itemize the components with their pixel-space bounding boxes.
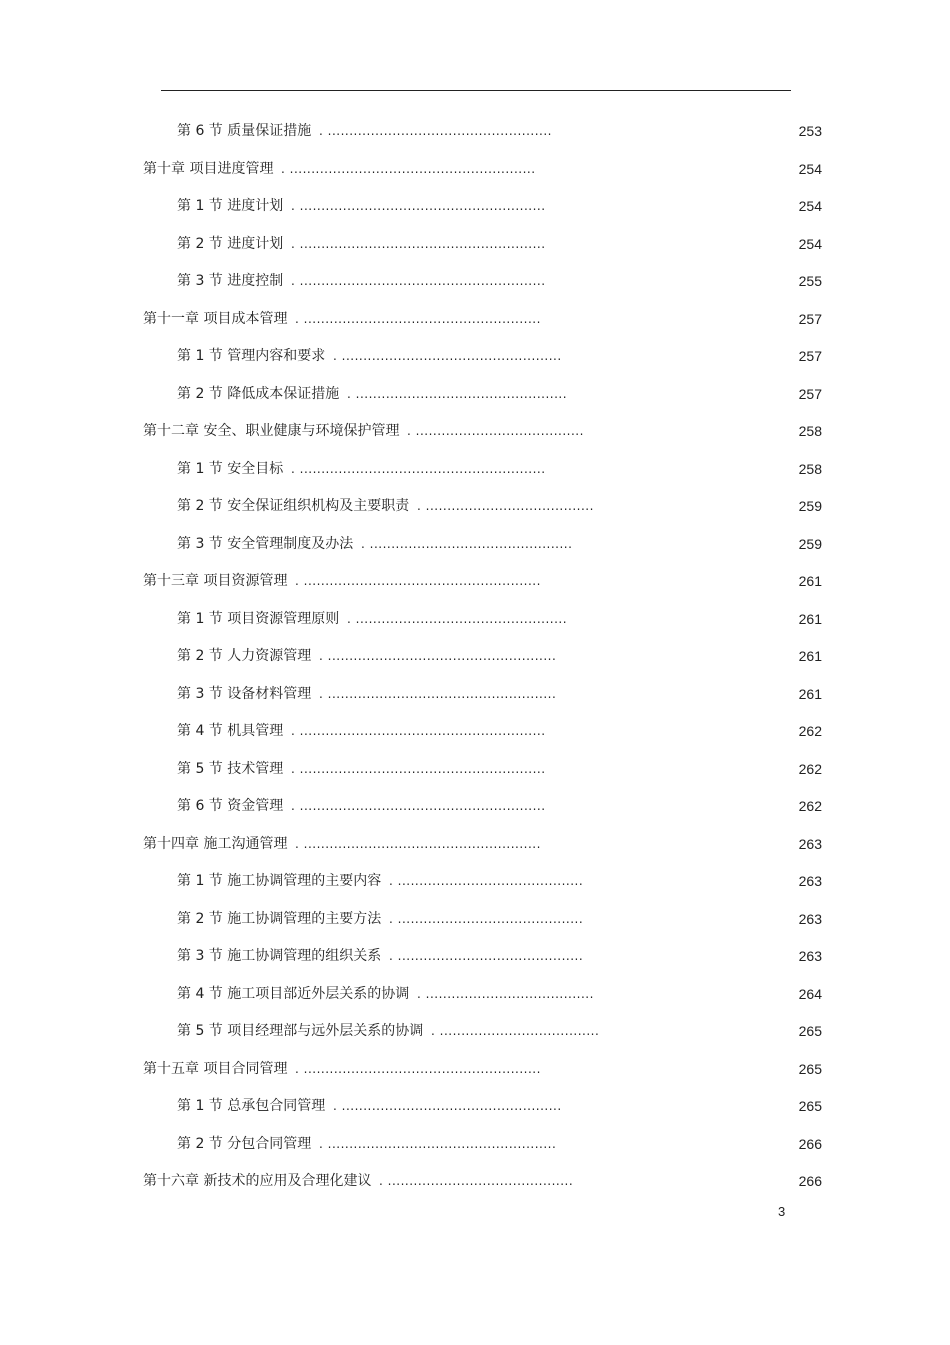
toc-entry-title: 第 4 节 机具管理 bbox=[177, 723, 284, 739]
toc-entry-title: 第 1 节 施工协调管理的主要内容 bbox=[177, 873, 382, 889]
toc-entry-page: 263 bbox=[798, 948, 822, 964]
toc-leader-dots: . ..................................... bbox=[431, 1024, 600, 1038]
toc-entry-chapter bbox=[0, 1163, 950, 1201]
toc-leader-dots: . ......................................................... bbox=[281, 161, 536, 176]
toc-leader-dots: . ....................................... bbox=[417, 499, 594, 513]
toc-leader-dots: . ....................................... bbox=[407, 424, 584, 438]
toc-entry-page: 266 bbox=[798, 1135, 822, 1152]
toc-entry-section bbox=[0, 713, 950, 751]
toc-leader-dots: . ......................................................... bbox=[291, 236, 546, 251]
toc-entry-title: 第 6 节 质量保证措施 bbox=[177, 123, 312, 139]
toc-entry-section bbox=[0, 488, 950, 526]
toc-leader-dots: . ......................................................... bbox=[291, 799, 546, 813]
toc-entry-title: 第 3 节 进度控制 bbox=[177, 273, 284, 289]
toc-leader-dots: . ................................................... bbox=[333, 349, 562, 363]
toc-entry-section bbox=[0, 263, 950, 301]
toc-entry-section bbox=[0, 901, 950, 939]
toc-entry-page: 258 bbox=[798, 460, 822, 477]
toc-entry-title: 第 2 节 进度计划 bbox=[177, 235, 284, 252]
toc-entry-section bbox=[0, 788, 950, 826]
toc-entry-title: 第 5 节 技术管理 bbox=[177, 760, 284, 777]
toc-leader-dots: . ....................................................... bbox=[295, 836, 541, 851]
toc-entry-page: 253 bbox=[798, 123, 822, 139]
toc-entry-chapter bbox=[0, 1051, 950, 1089]
toc-entry-page: 261 bbox=[798, 573, 822, 589]
toc-entry-title: 第十五章 项目合同管理 bbox=[143, 1060, 288, 1077]
toc-entry-chapter bbox=[0, 826, 950, 864]
toc-leader-dots: . ......................................................... bbox=[291, 761, 546, 776]
toc-entry-section bbox=[0, 1126, 950, 1164]
toc-entry-page: 259 bbox=[798, 498, 822, 514]
toc-entry-title: 第 1 节 项目资源管理原则 bbox=[177, 610, 340, 627]
toc-entry-section bbox=[0, 1013, 950, 1051]
toc-entry-page: 254 bbox=[798, 198, 822, 214]
toc-leader-dots: . ......................................................... bbox=[291, 724, 546, 738]
toc-leader-dots: . ....................................................... bbox=[295, 1061, 541, 1076]
toc-entry-title: 第 1 节 安全目标 bbox=[177, 460, 284, 477]
toc-entry-page: 263 bbox=[798, 873, 822, 889]
toc-entry-title: 第十二章 安全、职业健康与环境保护管理 bbox=[143, 423, 400, 439]
header-rule bbox=[161, 90, 791, 91]
toc-leader-dots: . .................................................... bbox=[319, 124, 552, 138]
toc-entry-title: 第十四章 施工沟通管理 bbox=[143, 835, 288, 852]
toc-entry-title: 第 2 节 分包合同管理 bbox=[177, 1135, 312, 1152]
toc-entry-page: 254 bbox=[798, 160, 822, 177]
toc-entry-chapter bbox=[0, 413, 950, 451]
toc-entry-title: 第 2 节 降低成本保证措施 bbox=[177, 385, 340, 402]
toc-entry-title: 第 5 节 项目经理部与远外层关系的协调 bbox=[177, 1023, 424, 1039]
toc-entry-page: 262 bbox=[798, 723, 822, 739]
toc-leader-dots: . ....................................... bbox=[417, 986, 594, 1001]
toc-leader-dots: . ....................................................... bbox=[295, 574, 541, 588]
toc-leader-dots: . ........................................... bbox=[379, 1174, 574, 1188]
toc-entry-section bbox=[0, 638, 950, 676]
toc-entry-page: 255 bbox=[798, 273, 822, 289]
toc-entry-section bbox=[0, 226, 950, 264]
toc-entry-title: 第 2 节 施工协调管理的主要方法 bbox=[177, 910, 382, 927]
toc-leader-dots: . ................................................. bbox=[347, 611, 568, 626]
toc-leader-dots: . ............................................... bbox=[361, 536, 573, 551]
toc-leader-dots: . ........................................... bbox=[389, 874, 584, 888]
toc-leader-dots: . ..................................................... bbox=[319, 686, 557, 701]
toc-entry-page: 257 bbox=[798, 348, 822, 364]
toc-entry-page: 257 bbox=[798, 385, 822, 402]
toc-leader-dots: . ......................................................... bbox=[291, 274, 546, 288]
toc-leader-dots: . ........................................... bbox=[389, 949, 584, 963]
toc-entry-title: 第十章 项目进度管理 bbox=[143, 160, 274, 177]
toc-entry-section bbox=[0, 976, 950, 1014]
toc-entry-section bbox=[0, 601, 950, 639]
toc-entry-title: 第 1 节 管理内容和要求 bbox=[177, 348, 326, 364]
toc-entry-page: 262 bbox=[798, 798, 822, 814]
toc-entry-section bbox=[0, 188, 950, 226]
toc-entry-section bbox=[0, 676, 950, 714]
toc-entry-page: 261 bbox=[798, 648, 822, 664]
toc-entry-title: 第 2 节 人力资源管理 bbox=[177, 648, 312, 664]
toc-leader-dots: . ....................................................... bbox=[295, 311, 541, 326]
toc-leader-dots: . ......................................................... bbox=[291, 461, 546, 476]
toc-entry-title: 第 3 节 施工协调管理的组织关系 bbox=[177, 948, 382, 964]
toc-entry-section bbox=[0, 1088, 950, 1126]
toc-entry-title: 第 2 节 安全保证组织机构及主要职责 bbox=[177, 498, 410, 514]
toc-entry-page: 258 bbox=[798, 423, 822, 439]
toc-leader-dots: . ................................................. bbox=[347, 386, 568, 401]
toc-entry-title: 第 1 节 进度计划 bbox=[177, 198, 284, 214]
toc-entry-title: 第十三章 项目资源管理 bbox=[143, 573, 288, 589]
toc-entry-title: 第 1 节 总承包合同管理 bbox=[177, 1098, 326, 1114]
toc-leader-dots: . ......................................................... bbox=[291, 199, 546, 213]
toc-entry-page: 254 bbox=[798, 235, 822, 252]
toc-entry-section bbox=[0, 863, 950, 901]
toc-entry-page: 266 bbox=[798, 1173, 822, 1189]
toc-entry-page: 264 bbox=[798, 985, 822, 1002]
toc-entry-page: 263 bbox=[798, 910, 822, 927]
toc-entry-chapter bbox=[0, 301, 950, 339]
toc-leader-dots: . ........................................... bbox=[389, 911, 584, 926]
toc-entry-title: 第 3 节 安全管理制度及办法 bbox=[177, 535, 354, 552]
toc-entry-chapter bbox=[0, 151, 950, 189]
toc-entry-section bbox=[0, 113, 950, 151]
toc-entry-title: 第十一章 项目成本管理 bbox=[143, 310, 288, 327]
toc-entry-section bbox=[0, 526, 950, 564]
toc-entry-page: 265 bbox=[798, 1098, 822, 1114]
toc-entry-chapter bbox=[0, 563, 950, 601]
toc-entry-page: 257 bbox=[798, 310, 822, 327]
toc-entry-page: 265 bbox=[798, 1060, 822, 1077]
toc-entry-section bbox=[0, 451, 950, 489]
table-of-contents bbox=[0, 113, 950, 1201]
toc-entry-section bbox=[0, 376, 950, 414]
toc-entry-page: 261 bbox=[798, 610, 822, 627]
toc-entry-page: 263 bbox=[798, 835, 822, 852]
toc-entry-title: 第 3 节 设备材料管理 bbox=[177, 685, 312, 702]
toc-entry-section bbox=[0, 338, 950, 376]
toc-entry-title: 第 6 节 资金管理 bbox=[177, 798, 284, 814]
toc-entry-page: 259 bbox=[798, 535, 822, 552]
toc-entry-page: 261 bbox=[798, 685, 822, 702]
toc-leader-dots: . ................................................... bbox=[333, 1099, 562, 1113]
toc-leader-dots: . ..................................................... bbox=[319, 1136, 557, 1151]
toc-entry-section bbox=[0, 938, 950, 976]
toc-entry-title: 第十六章 新技术的应用及合理化建议 bbox=[143, 1173, 372, 1189]
toc-entry-page: 265 bbox=[798, 1023, 822, 1039]
toc-entry-title: 第 4 节 施工项目部近外层关系的协调 bbox=[177, 985, 410, 1002]
toc-entry-page: 262 bbox=[798, 760, 822, 777]
toc-leader-dots: . ..................................................... bbox=[319, 649, 557, 663]
toc-entry-section bbox=[0, 751, 950, 789]
page-number: 3 bbox=[778, 1204, 786, 1219]
